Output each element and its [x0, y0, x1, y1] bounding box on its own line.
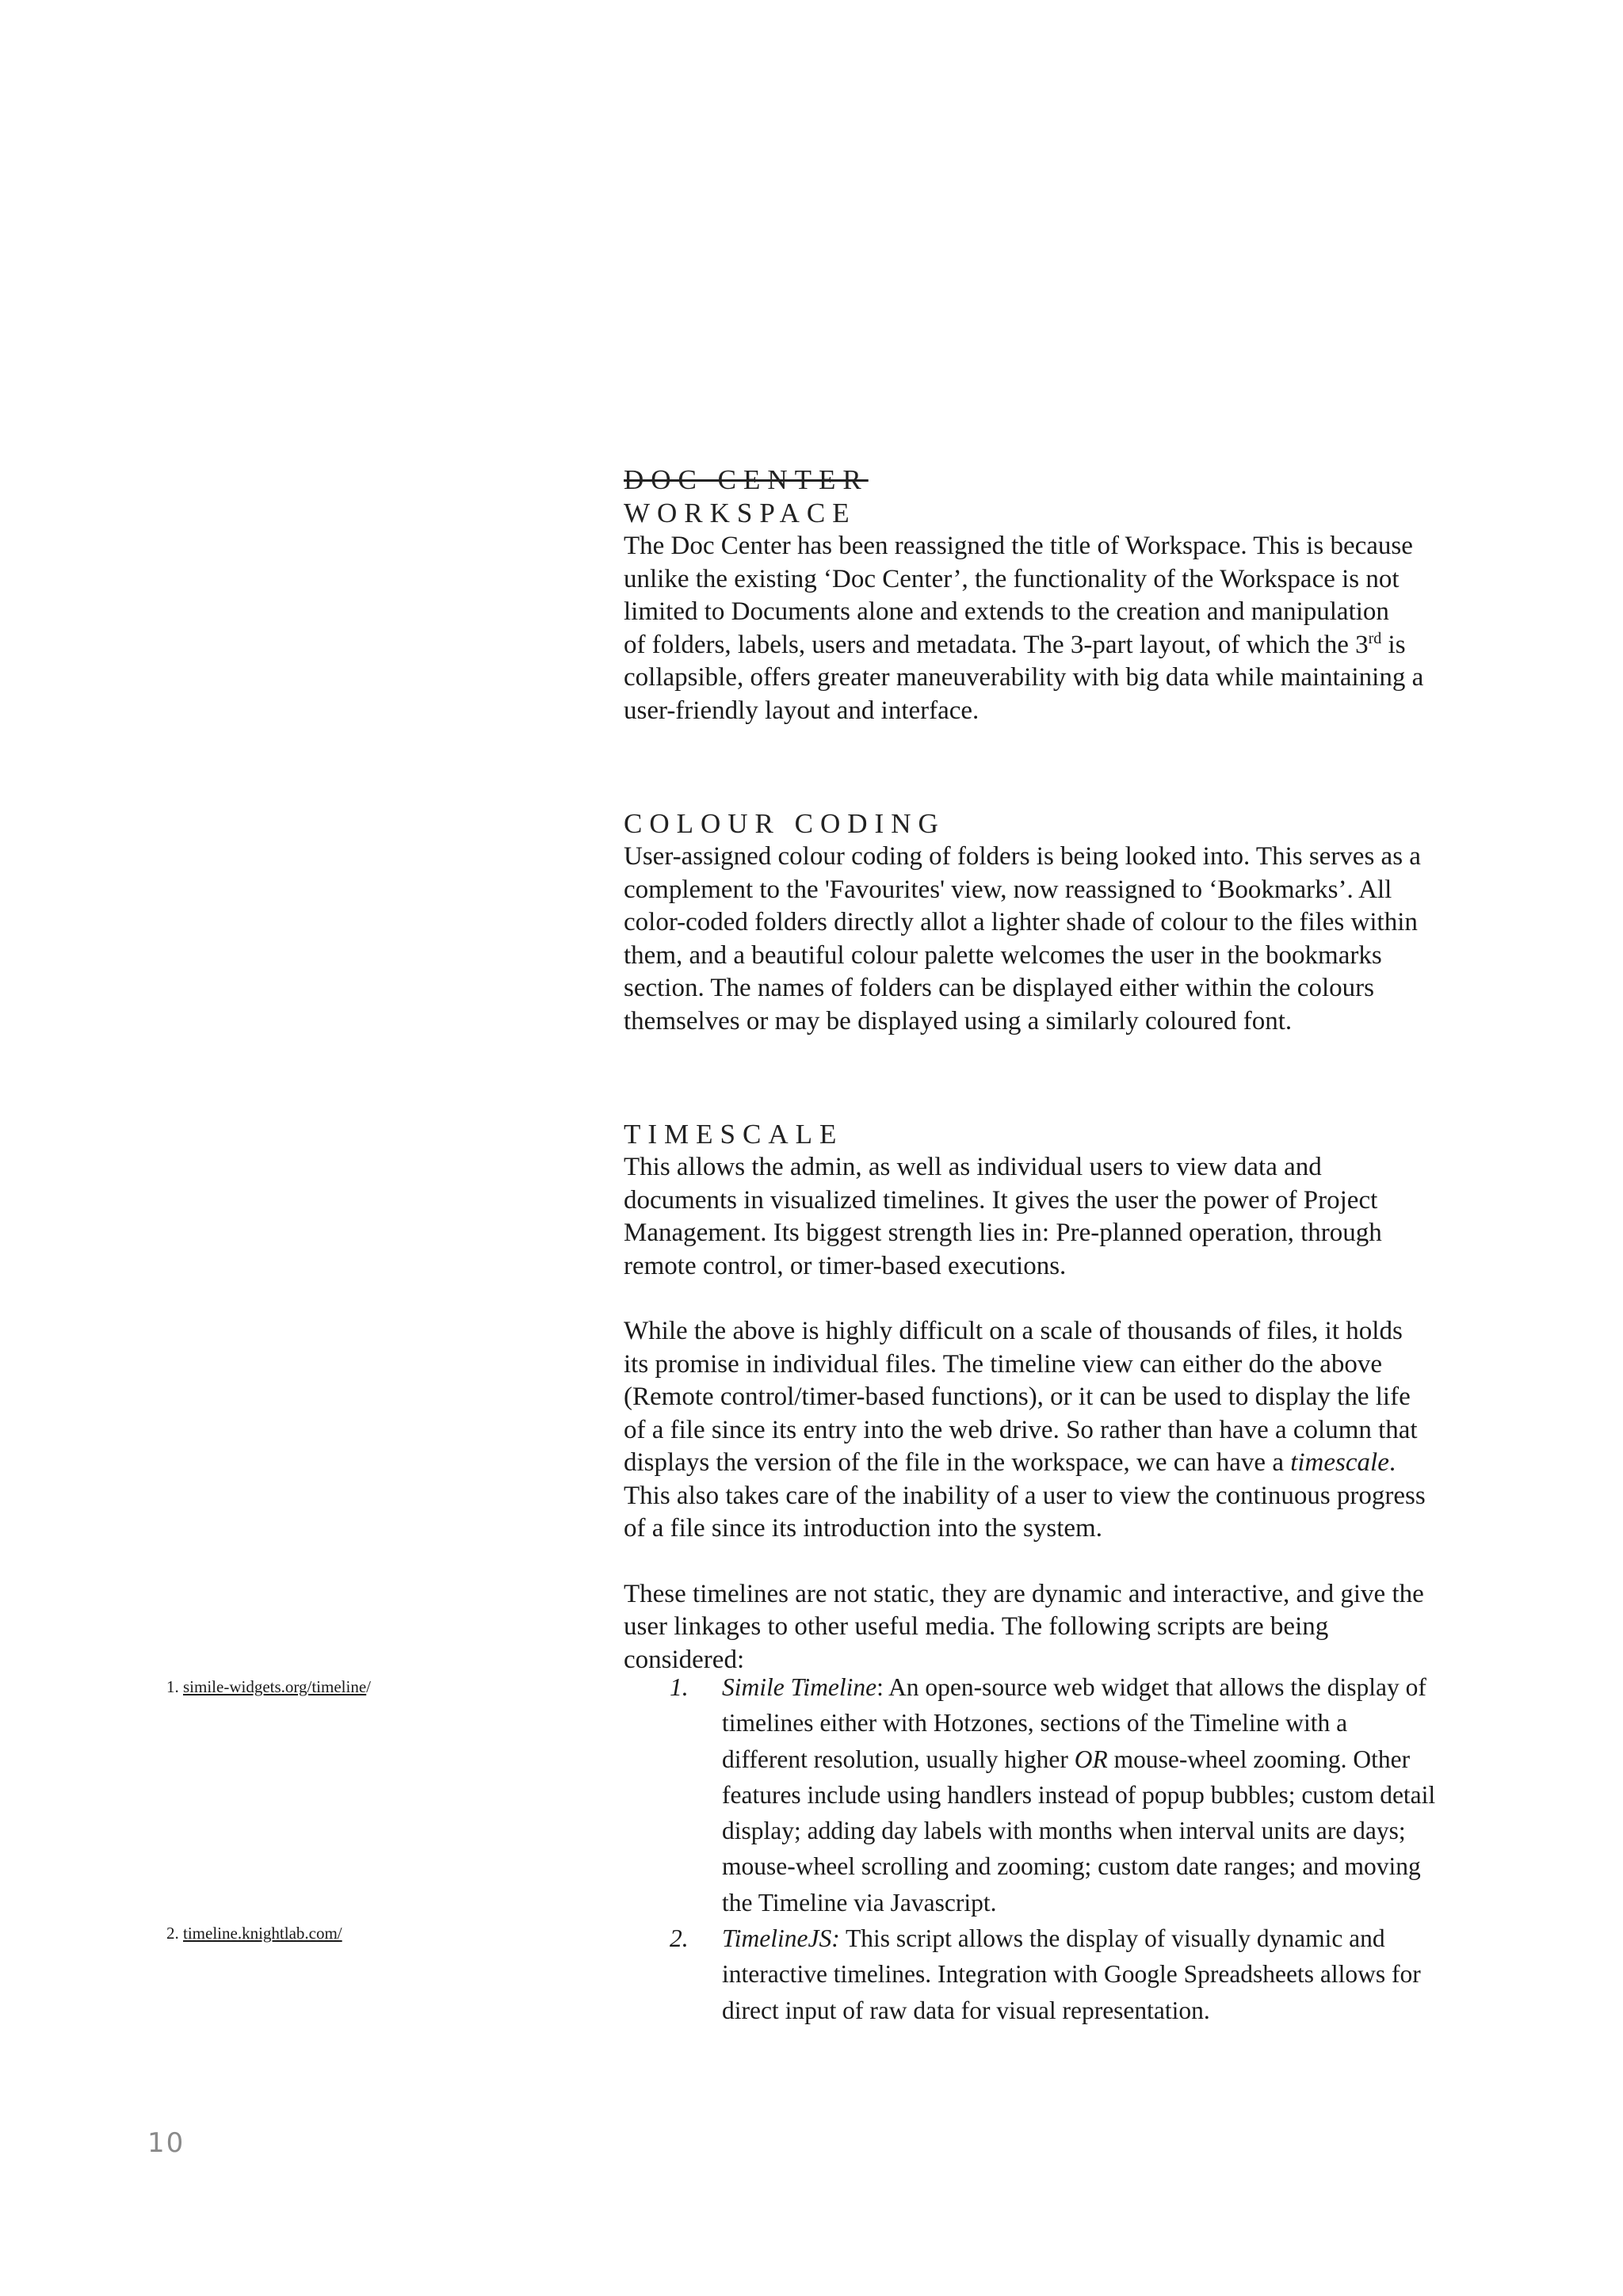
section-workspace: [624, 463, 1480, 727]
text-line: These timelines are not static, they are dynamic and interactive, and give the: [624, 1579, 1424, 1608]
script-name-simile: Simile Timeline: [722, 1673, 877, 1701]
text-line: of a file since its entry into the web drive. So rather than have a column that: [624, 1415, 1418, 1444]
text-line: limited to Documents alone and extends to the creation and manipulation: [624, 597, 1389, 626]
text-line: interactive timelines. Integration with Google Spreadsheets allows for: [722, 1960, 1421, 1989]
script-name-timelinejs: TimelineJS:: [722, 1924, 840, 1953]
superscript-rd: rd: [1368, 629, 1382, 647]
footnote-number: 2.: [166, 1924, 179, 1943]
text-line: (Remote control/timer-based functions), or it can be used to display the life: [624, 1383, 1411, 1411]
text-fragment: is: [1381, 630, 1406, 659]
text-line: Management. Its biggest strength lies in: Pre-planned operation, through: [624, 1219, 1382, 1247]
text-line: documents in visualized timelines. It gives the user the power of Project: [624, 1185, 1378, 1215]
text-line: themselves or may be displayed using a similarly coloured font.: [624, 1006, 1293, 1035]
text-line: timelines either with Hotzones, sections of the Timeline with a: [722, 1709, 1348, 1737]
text-line: user-friendly layout and interface.: [624, 696, 980, 725]
text-line: of folders, labels, users and metadata. The 3-part layout, of which the 3: [624, 630, 1369, 659]
text-line: color-coded folders directly allot a lighter shade of colour to the files within: [624, 908, 1418, 936]
text-line: of a file since its introduction into the system.: [624, 1514, 1102, 1543]
text-line: its promise in individual files. The timeline view can either do the above: [624, 1349, 1383, 1379]
text-line: complement to the 'Favourites' view, now reassigned to ‘Bookmarks’. All: [624, 875, 1392, 904]
text-line: This allows the admin, as well as individual users to view data and: [624, 1153, 1322, 1181]
text-line: them, and a beautiful colour palette welcomes the user in the bookmarks: [624, 940, 1382, 970]
text-line: direct input of raw data for visual representation.: [722, 1996, 1210, 2024]
main-column: [624, 463, 1480, 1676]
footnote-suffix: /: [366, 1677, 372, 1696]
text-line: User-assigned colour coding of folders is being looked into. This serves as a: [624, 842, 1421, 871]
text-line: While the above is highly difficult on a scale of thousands of files, it holds: [624, 1317, 1403, 1345]
page-number: 10: [147, 2127, 185, 2159]
colour-coding-body: [624, 841, 1480, 1038]
text-fragment: .: [1388, 1448, 1396, 1477]
scripts-list: [670, 1669, 1482, 2028]
section-timescale: [624, 1118, 1480, 1676]
workspace-body: [624, 530, 1480, 727]
text-line: display; adding day labels with months when interval units are days;: [722, 1817, 1406, 1845]
struck-heading-doc-center: DOC CENTER: [624, 464, 869, 495]
text-line: different resolution, usually higher: [722, 1745, 1075, 1773]
text-fragment: : An open-source web widget that allows the display of: [876, 1673, 1426, 1701]
text-line: section. The names of folders can be displayed either within the colours: [624, 974, 1374, 1002]
text-fragment: This script allows the display of visually dynamic and: [839, 1924, 1385, 1953]
text-line: the Timeline via Javascript.: [722, 1888, 997, 1917]
text-fragment: mouse-wheel zooming. Other: [1107, 1745, 1411, 1773]
text-line: collapsible, offers greater maneuverability with big data while maintaining a: [624, 663, 1424, 692]
emphasis-timescale: timescale: [1290, 1448, 1389, 1477]
text-line: The Doc Center has been reassigned the title of Workspace. This is because: [624, 532, 1413, 560]
text-line: unlike the existing ‘Doc Center’, the functionality of the Workspace is not: [624, 564, 1400, 593]
footnote-1: [166, 1677, 371, 1697]
text-line: This also takes care of the inability of a user to view the continuous progress: [624, 1481, 1426, 1510]
footnote-2: [166, 1924, 342, 1943]
heading-timescale: TIMESCALE: [624, 1119, 844, 1150]
emphasis-or: OR: [1074, 1745, 1108, 1773]
footnote-link-knightlab[interactable]: timeline.knightlab.com/: [183, 1924, 342, 1943]
timescale-para-3: [624, 1578, 1480, 1677]
list-item: [670, 1920, 1482, 2028]
timescale-para-1: [624, 1151, 1480, 1283]
heading-colour-coding: COLOUR CODING: [624, 808, 945, 839]
list-item: [670, 1669, 1482, 1920]
text-line: user linkages to other useful media. The following scripts are being: [624, 1612, 1329, 1641]
list-number: 2.: [670, 1924, 689, 1953]
text-line: considered:: [624, 1645, 745, 1674]
section-colour-coding: [624, 807, 1480, 1038]
timescale-para-2: [624, 1315, 1480, 1546]
footnote-link-simile[interactable]: simile-widgets.org/timeline: [183, 1677, 367, 1696]
text-line: remote control, or timer-based executions.: [624, 1251, 1067, 1280]
heading-workspace: WORKSPACE: [624, 498, 857, 528]
list-number: 1.: [670, 1673, 689, 1701]
footnote-number: 1.: [166, 1677, 179, 1696]
text-line: displays the version of the file in the workspace, we can have a: [624, 1448, 1291, 1477]
text-line: features include using handlers instead of popup bubbles; custom detail: [722, 1780, 1436, 1809]
text-line: mouse-wheel scrolling and zooming; custom date ranges; and moving: [722, 1852, 1421, 1881]
